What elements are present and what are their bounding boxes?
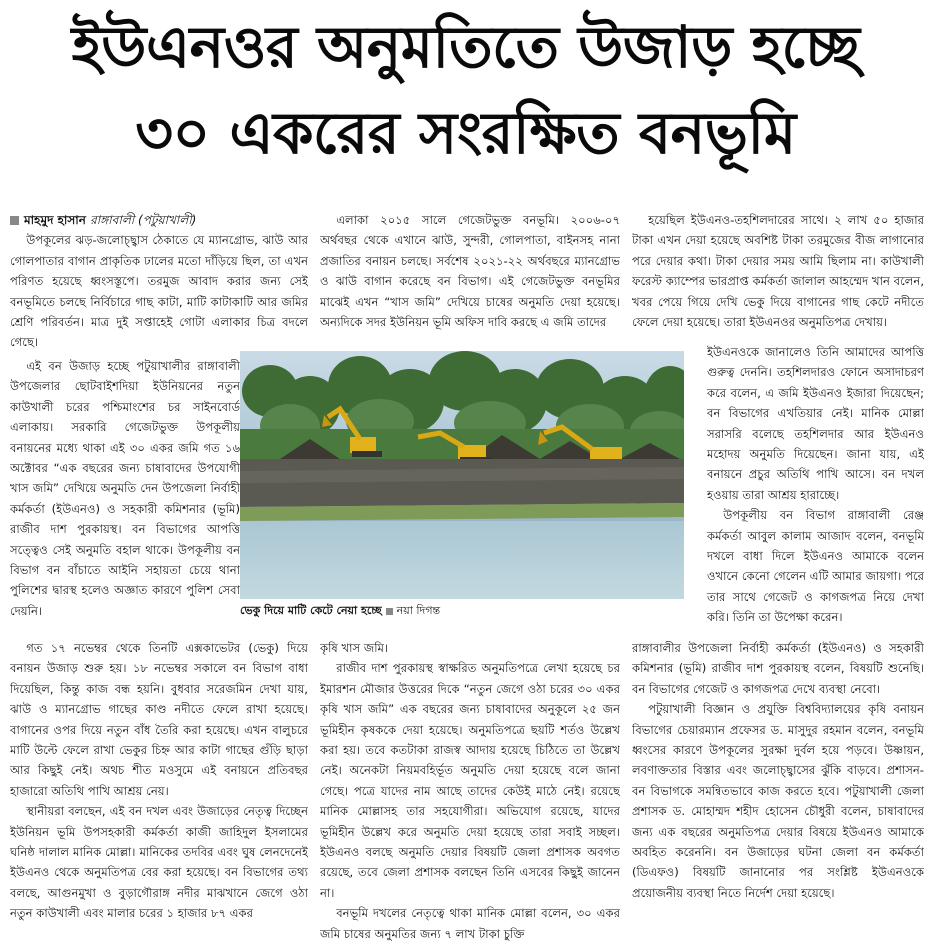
paragraph: কৃষি খাস জমি।: [320, 641, 389, 655]
paragraph: এলাকা ২০১৫ সালে গেজেটভুক্ত বনভূমি। ২০০৬-০৭ অর্থবছর থেকে এখানে ঝাউ, সুন্দরী, গোলপাতা, বাইনসহ নানা প্রজাতির বনায়ন চলছে। সর্বশেষ ২০২১-২২ অর্থবছরে ম্যানগ্রোভ ও ঝাউ বাগান করেছে বন বিভাগ। এই গেজেটভুক্ত বনভূমির মাঝেই এখন “খাস জমি” দেখিয়ে চাষের অনুমতি দেয়া হয়েছে। অন্যদিকে সদর ইউনিয়ন ভূমি অফিস দাবি করছে এ জমি তাদের: [320, 213, 620, 330]
caption-text: ভেকু দিয়ে মাটি কেটে নেয়া হচ্ছে: [240, 604, 382, 617]
headline-line-2: ৩০ একরের সংরক্ষিত বনভূমি: [135, 99, 796, 167]
byline: [10, 210, 308, 230]
paragraph: ইউএনওকে জানালেও তিনি আমাদের আপত্তি গুরুত্ব দেননি। তহশিলদারও ফোনে অসাদাচরণ করে বলেন, এ জমি ইউএনও ইজারা দিয়েছেন; বন বিভাগের এখতিয়ার নেই। মানিক মোল্লা সরাসরি বলেছে তহশিলদার আর ইউএনও মহোদয় অনুমতি দিয়েছেন। জানা যায়, এই বনায়নে প্রচুর অতিথি পাখি আসে। বন দখল হওয়ায় তারা আশ্রয় হারাচ্ছে।: [707, 345, 924, 502]
paragraph: বনভূমি দখলের নেতৃত্বে থাকা মানিক মোল্লা বলেন, ৩০ একর জমি চাষের অনুমতির জন্য ৭ লাখ টাকা চুক্তি: [320, 906, 620, 941]
news-photo: [240, 351, 684, 599]
photo-caption: [240, 602, 684, 621]
paragraph: রাজীব দাশ পুরকায়স্থ স্বাক্ষরিত অনুমতিপত্রে লেখা হয়েছে চর ইমারশন মৌজার উত্তরের দিকে “নতুন জেগে ওঠা চরের ৩০ একর কৃষি খাস জমি” এক বছরের জন্য চাষাবাদের অনুকূলে ২৫ জন ভূমিহীন কৃষককে দেয়া হয়েছে। অনুমতিপত্রে ছয়টি শর্তও উল্লেখ করা হয়। তবে কতটাকা রাজস্ব আদায় হয়েছে চিঠিতে তা উল্লেখ নেই। অনেকটা নিয়মবহির্ভূত অনুমতি দেয়া হয়েছে বলে জানা গেছে। পত্রে যাদের নাম আছে তাদের কেউই মাঠে নেই। রয়েছে মানিক মোল্লাসহ তার সহযোগীরা। অভিযোগ রয়েছে, যাদের ভূমিহীন উল্লেখ করে অনুমতি দেয়া হয়েছে তারা সবাই সচ্ছল। ইউএনও বলছে অনুমতি দেয়ার বিষয়টি জেলা প্রশাসক অবগত রয়েছে, তবে জেলা প্রশাসক বলছেন তিনি এসবের কিছুই জানেন না।: [320, 661, 620, 900]
paragraph: উপকূলীয় বন বিভাগ রাঙ্গাবালী রেঞ্জ কর্মকর্তা আবুল কালাম আজাদ বলেন, বনভূমি দখলে বাধা দিলে ইউএনও আমাকে বলেন ওখানে কেনো গেলেন এটি আমার জায়গা। পরে তার সাথে গেজেট ও কাগজপত্র নিয়ে দেখা করি। তিনি তা উপেক্ষা করেন।: [707, 508, 924, 625]
paragraph: হয়েছিল ইউএনও-তহশিলদারের সাথে। ২ লাখ ৫০ হাজার টাকা এখন দেয়া হয়েছে অবশিষ্ট টাকা তরমুজের বীজ লাগানোর পরে দেয়ার কথা। টাকা দেয়ার সময় আমি ছিলাম না। কাউখালী ফরেস্ট ক্যাম্পের ভারপ্রাপ্ত কর্মকর্তা জালাল আহম্মেদ খান বলেন, খবর পেয়ে গিয়ে দেখি ভেকু দিয়ে বাগানের গাছ কেটে নদীতে ফেলে দেয়া হয়েছে। তারা ইউএনওর অনুমতিপত্র দেখায়।: [632, 213, 924, 330]
paragraph: স্থানীয়রা বলছেন, এই বন দখল এবং উজাড়ের নেতৃত্ব দিচ্ছেন ইউনিয়ন ভূমি উপসহকারী কর্মকর্তা কাজী জাহিদুল ইসলামের ঘনিষ্ঠ দালাল মানিক মোল্লা। মানিকের তদবির এবং ঘুষ লেনদেনেই ইউএনও থেকে অনুমতিপত্র বের করা হয়েছে। বন বিভাগের তথ্য বলছে, আগুনমুখা ও বুড়াগৌরাঙ্গ নদীর মাঝখানে জেগে ওঠা নতুন কাউখালী এবং মালার চরের ১ হাজার ৮৭ একর: [10, 804, 308, 921]
paragraph: রাঙ্গাবালীর উপজেলা নির্বাহী কর্মকর্তা (ইউএনও) ও সহকারী কমিশনার (ভূমি) রাজীব দাশ পুরকায়স্থ বলেন, বিষয়টি শুনেছি। বন বিভাগের গেজেট ও কাগজপত্র দেখে ব্যবস্থা নেবো।: [632, 641, 924, 696]
paragraph: গত ১৭ নভেম্বর থেকে তিনটি এক্সকাভেটর (ভেকু) দিয়ে বনায়ন উজাড় শুরু হয়। ১৮ নভেম্বর সকালে বন বিভাগ বাধা দিয়েছিল, কিন্তু কাজ বন্ধ হয়নি। বুধবার সরেজমিন দেখা যায়, ঝাউ ও ম্যানগ্রোভ গাছের কাণ্ড নদীতে ফেলে রাখা হয়েছে। বাগানের ওপর দিয়ে নতুন বাঁধ তৈরি করা হয়েছে। এখন বালুচরে মাটি উল্টে ফেলে রাখা ভেকুর চিহ্ন আর কাটা গাছের গুঁড়ি ছাড়া আর কিছুই নেই। অথচ শীত মওসুমে এই বনায়নে প্রতিবছর হাজারো অতিথি পাখি আশ্রয় নেয়।: [10, 641, 308, 798]
excavators-photo-illustration: [240, 351, 684, 599]
paragraph: এই বন উজাড় হচ্ছে পটুয়াখালীর রাঙ্গাবালী উপজেলার ছোটবাইশদিয়া ইউনিয়নের নতুন কাউখালী চরের পশ্চিমাংশের চর সাইনবোর্ড এলাকায়। সরকারি গেজেটভুক্ত উপকূলীয় বনায়নের মধ্যে থাকা এই ৩০ একর জমি গত ১৬ অক্টোবর “এক বছরের জন্য চাষাবাদের উপযোগী খাস জমি” দেখিয়ে অনুমতি দেন উপজেলা নির্বাহী কর্মকর্তা (ইউএনও) ও সহকারী কমিশনার (ভূমি) রাজীব দাশ পুরকায়স্থ। বন বিভাগের আপত্তি সত্ত্বেও সেই অনুমতি বহাল থাকে। উপকূলীয় বন বিভাগ বন বাঁচাতে আইনি সহায়তা চেয়ে থানা পুলিশের দ্বারস্থ হলেও অজ্ঞাত কারণে পুলিশ সেবা দেয়নি।: [10, 359, 240, 618]
photo-credit: নয়া দিগন্ত: [396, 604, 441, 617]
dateline-place: রাঙ্গাবালী (পটুয়াখালী): [90, 213, 197, 227]
paragraph: উপকূলের ঝড়-জলোচ্ছ্বাস ঠেকাতে যে ম্যানগ্রোভ, ঝাউ আর গোলপাতার বাগান প্রাকৃতিক ঢালের মতো দাঁড়িয়ে ছিল, তা এখন পরিণত হয়েছে ধ্বংসস্তূপে। তরমুজ আবাদ করার জন্য সেই বনভূমিতে চলছে নির্বিচারে গাছ কাটা, মাটি কাটাকাটি আর জমির শ্রেণি পরিবর্তন। মাত্র দুই সপ্তাহেই গোটা এলাকার চিত্র বদলে গেছে।: [10, 233, 308, 350]
paragraph: পটুয়াখালী বিজ্ঞান ও প্রযুক্তি বিশ্ববিদ্যালয়ের কৃষি বনায়ন বিভাগের চেয়ারম্যান প্রফেসর ড. মাসুদুর রহমান বলেন, বনভূমি ধ্বংসের কারণে উপকূলের সুরক্ষা দুর্বল হয়ে পড়বে। উষ্ণায়ন, লবণাক্ততার বিস্তার এবং জলোচ্ছ্বাসের ঝুঁকি বাড়বে। প্রশাসন-বন বিভাগকে সমন্বিতভাবে কাজ করতে হবে। পটুয়াখালী জেলা প্রশাসক ড. মোহাম্মদ শহীদ হোসেন চৌধুরী বলেন, চাষাবাদের জন্য এক বছরের অনুমতিপত্র দেয়ার বিষয়ে ইউএনও আমাকে অবহিত করেননি। বন উজাড়ের ঘটনা জেলা বন কর্মকর্তা (ডিএফও) বিষয়টি জানানোর পর সংশ্লিষ্ট ইউএনওকে প্রয়োজনীয় ব্যবস্থা নিতে নির্দেশ দেয়া হয়েছে।: [632, 702, 924, 900]
headline-line-1: ইউএনওর অনুমতিতে উজাড় হচ্ছে: [71, 13, 860, 81]
caption-bullet-icon: [386, 608, 393, 615]
author-name: মাহমুদ হাসান: [24, 213, 86, 227]
byline-bullet-icon: [10, 216, 19, 225]
